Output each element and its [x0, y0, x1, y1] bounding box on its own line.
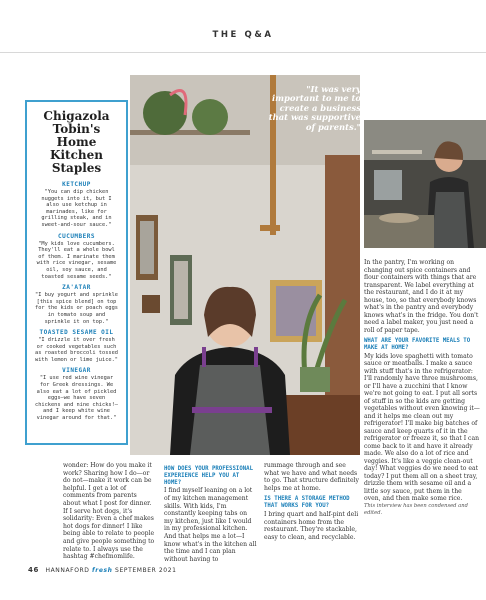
staple-heading: TOASTED SESAME OIL	[39, 329, 114, 337]
issue-date: SEPTEMBER 2021	[115, 567, 177, 574]
staple-text: "I drizzle it over fresh or cooked vegetables such as roasted broccoli tossed with lemon or lime juice."	[35, 337, 118, 363]
pull-quote: "It was very important to me to create a business that was supportive of parents."	[268, 84, 361, 132]
staples-title: Chigazola Tobin's Home Kitchen Staples	[43, 109, 110, 175]
staple-text: "I use red wine vinegar for Greek dressings. We also eat a lot of pickled eggs—we have seven chickens and nine chicks!—and I keep white wine vinegar around for that."	[35, 375, 118, 422]
body-paragraph: rummage through and see what we have and what needs to go. That structure definitely helps me at home.	[264, 462, 359, 492]
right-column	[364, 259, 480, 518]
staple-heading: CUCUMBERS	[57, 232, 95, 240]
page-footer	[28, 566, 177, 574]
answer-paragraph: My kids love spaghetti with tomato sauce or meatballs. I make a sauce with stuff that's in the refrigerator: I'll randomly have three mushrooms, or I'll have a zucchini that I know we're not going to eat. I put all sorts of stuff in so the kids are getting vegetables without even knowing it—and it helps me clean out my refrigerator! I'll make big batches of sauce and keep quarts of it in the refrigerator or freeze it, so that I can come back to it and have it already made. We also do a lot of rice and veggies. It's like a veggie clean-out day! What veggies do we need to eat today? I put them all on a sheet tray, drizzle them with sesame oil and a little soy sauce, put them in the oven, and then make some rice.	[364, 352, 480, 503]
question-heading: WHAT ARE YOUR FAVORITE MEALS TO MAKE AT HOME?	[364, 338, 471, 351]
publisher-name: HANNAFORD	[45, 567, 90, 574]
body-paragraph: wonder: How do you make it work? Sharing how I do—or do not—make it work can be helpful. I get a lot of comments from parents about what I post for dinner. If I serve hot dogs, it's solidarity: Even a chef makes hot dogs for dinner! I like being able to relate to people and give people something to relate to. I always use the hashtag #chefmomlife.	[63, 462, 155, 561]
answer-paragraph: I find myself leaning on a lot of my kitchen management skills. With kids, I'm constantly keeping tabs on my kitchen, just like I would in my professional kitchen. And that helps me a lot—I know what's in the kitchen all the time and I can plan without having to	[164, 487, 257, 563]
staple-heading: KETCHUP	[62, 181, 91, 188]
chef-cooking-illustration	[364, 120, 486, 248]
section-header: THE Q&A	[212, 30, 274, 40]
question-heading: IS THERE A STORAGE METHOD THAT WORKS FOR YOU?	[264, 496, 350, 510]
editor-note: This interview has been condensed and edited.	[364, 502, 468, 517]
staple-heading: ZA'ATAR	[62, 284, 91, 292]
pantry-paragraph: In the pantry, I'm working on changing out spice containers and flour containers with things that are transparent. We label everything at the restaurant, and I do it at my house, too, so that everybody knows what's in the pantry and everybody knows what's in the fridge. You don't need a label maker, you just need a roll of paper tape.	[364, 259, 479, 334]
staple-text: "You can dip chicken nuggets into it, but I also use ketchup in marinades, like for grilling steak, and in sweet-and-sour sauce."	[41, 189, 112, 228]
page-number: 46	[28, 566, 39, 574]
staple-heading: VINEGAR	[62, 367, 91, 375]
staple-text: "I buy yogurt and sprinkle [this spice blend] on top for the kids or poach eggs in tomato soup and sprinkle it on top."	[35, 292, 118, 325]
answer-paragraph: I bring quart and half-pint deli containers home from the restaurant. They're stackable, easy to clean, and recyclable.	[264, 510, 359, 541]
body-column-1	[63, 462, 155, 561]
body-column-3	[264, 462, 359, 541]
chef-cooking-photo	[364, 120, 486, 248]
magazine-brand: fresh	[92, 567, 113, 574]
body-column-2	[164, 462, 257, 563]
kitchen-staples-sidebar	[25, 100, 128, 445]
question-heading: HOW DOES YOUR PROFESSIONAL EXPERIENCE HELP YOU AT HOME?	[164, 466, 254, 486]
header-divider	[0, 52, 486, 53]
staple-text: "My kids love cucumbers. They'll eat a whole bowl of them. I marinate them with rice vinegar, sesame oil, soy sauce, and toasted sesame seeds."	[36, 240, 117, 280]
